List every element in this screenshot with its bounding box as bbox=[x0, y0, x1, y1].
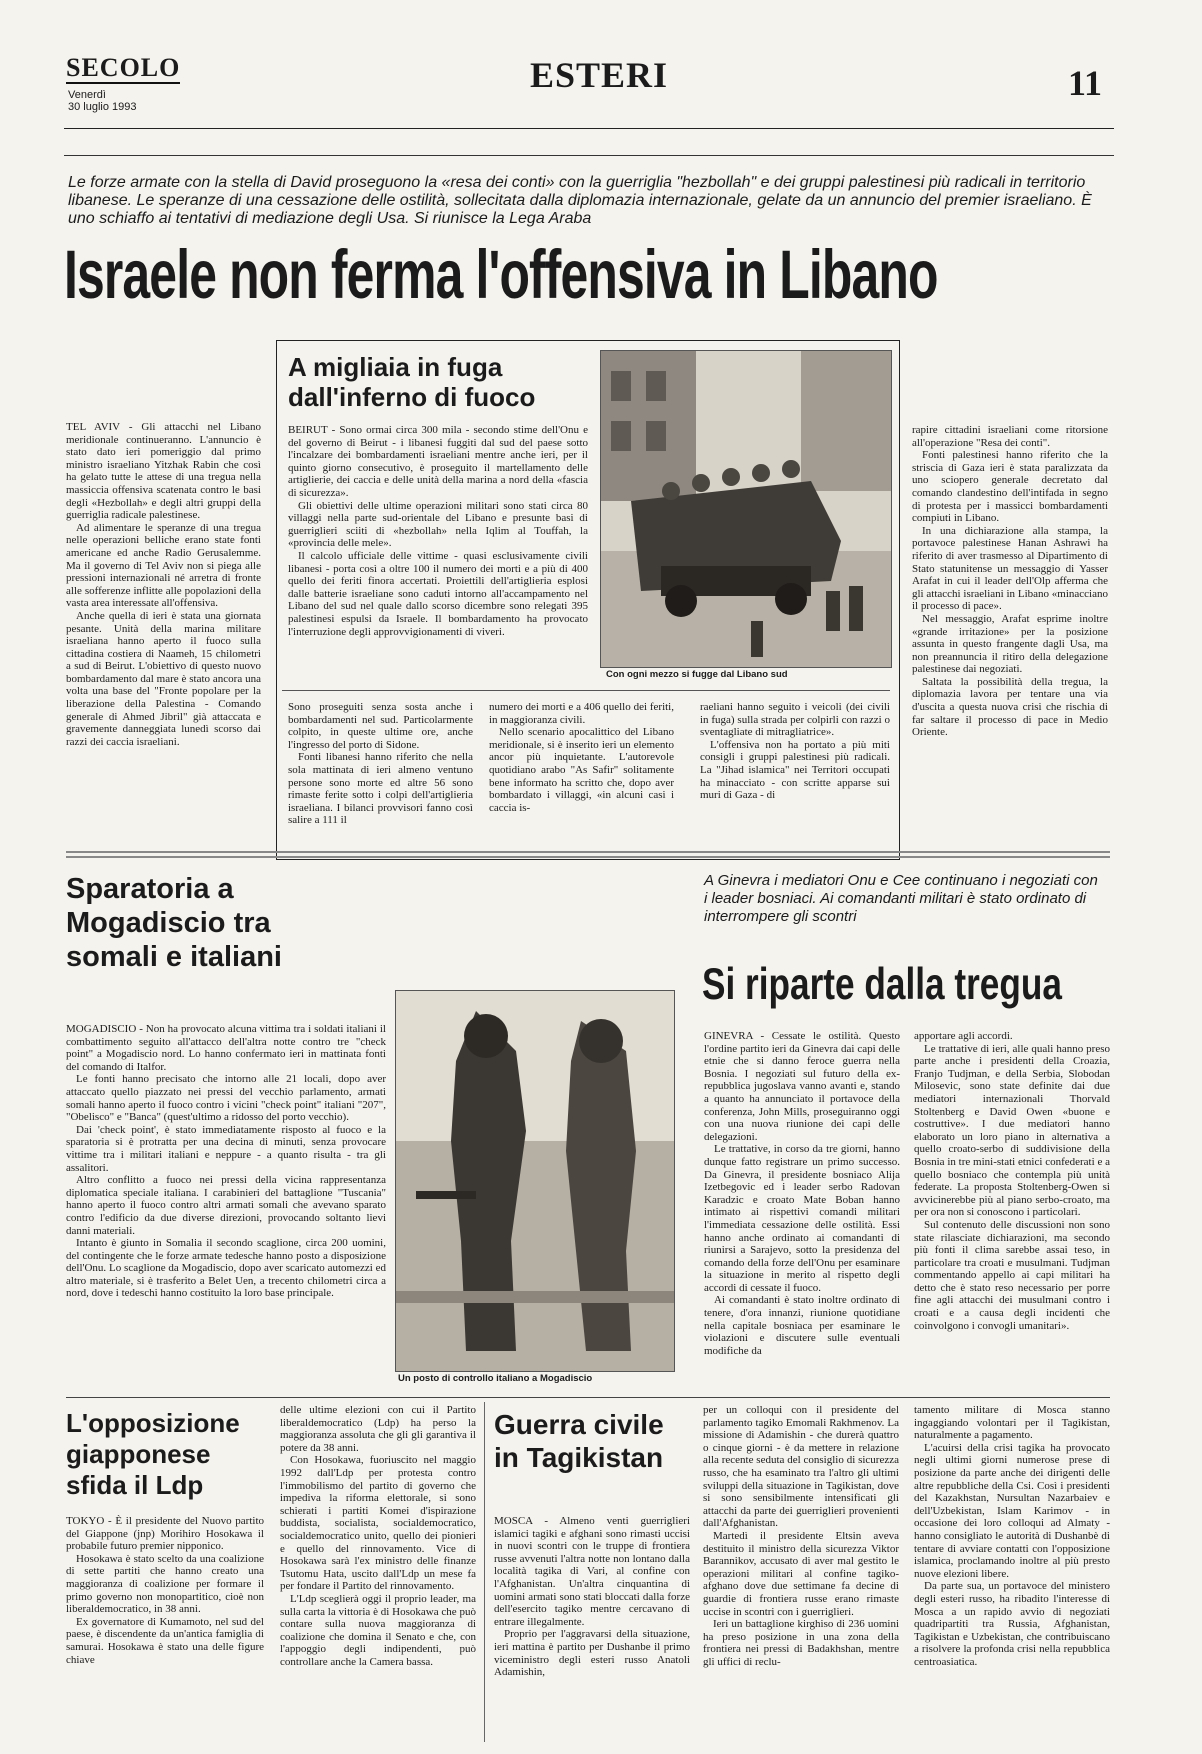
masthead-logo: SECOLO bbox=[66, 53, 181, 82]
checkpoint-photo-illustration bbox=[396, 991, 674, 1371]
boxed-intro-column bbox=[288, 424, 588, 686]
lead-kicker: Le forze armate con la stella di David proseguono la «resa dei conti» con la guerriglia "hezbollah" e dei gruppi palestinesi più radicali in territorio libanese. Le speranze di una cessazione delle ostilità, sollecitata dalla diplomazia internazionale, gelate da un annuncio del premier israeliano. È uno schiaffo ai tentativi di mediazione degli Usa. Si riunisce la Lega Araba bbox=[68, 174, 1092, 227]
boxed-paragraph: Nello scenario apocalittico del Libano meridionale, si è inserito ieri un elemento ancor più inquietante. L'autorevole quotidiano arabo "As Safir" solitamente bene informato ha scritto che, dopo aver bombardato i villaggi, «in alcuni casi i caccia is- bbox=[489, 726, 674, 814]
giappone-paragraph: Ex governatore di Kumamoto, nel sud del paese, è discendente da un'antica famiglia di samurai. Hosokawa è stato una delle figure chiave bbox=[66, 1615, 264, 1666]
tagikistan-column-2 bbox=[703, 1404, 899, 1744]
boxed-divider bbox=[282, 690, 890, 691]
photo-refugees-truck bbox=[600, 350, 892, 668]
boxed-headline: A migliaia in fuga dall'inferno di fuoco bbox=[288, 352, 536, 412]
column-separator bbox=[484, 1402, 485, 1742]
ginevra-kicker: A Ginevra i mediatori Onu e Cee continuano i negoziati con i leader bosniaci. Ai comandanti militari è stato ordinato di interrompere gli scontri bbox=[704, 872, 1098, 925]
boxed-paragraph: Il calcolo ufficiale delle vittime - quasi esclusivamente civili libanesi - porta così a oltre 100 il numero dei morti e a più di 400 quello dei feriti finora accertati. Proiettili dell'artiglieria esplosi dalle batterie israeliane sono caduti intorno all'accampamento nel Libano del sud nel quale dallo scorso dicembre sono relegati 395 palestinesi espulsi da Israele. Il bombardamento ha provocato l'interruzione degli approvvigionamenti di viveri. bbox=[288, 549, 588, 638]
mogadiscio-paragraph: Le fonti hanno precisato che intorno alle 21 locali, dopo aver attaccato quello piazzato nei pressi del vecchio parlamento, armati somali hanno aperto il fuoco contro i vicini "check point" italiani "207", "Obelisco" e "Banca" (quest'ultimo a ridosso del porto vecchio). bbox=[66, 1073, 386, 1124]
mogadiscio-paragraph: Dai 'check point', è stato immediatamente risposto al fuoco e la sparatoria si è protratta per una decina di minuti, senza provocare vittime tra i militari italiani e neppure - a quanto risulta - tra gli assalitori. bbox=[66, 1123, 386, 1174]
section-divider-bottom bbox=[66, 856, 1110, 858]
tagikistan-column-3 bbox=[914, 1404, 1110, 1744]
tagikistan-paragraph: Da parte sua, un portavoce del ministero degli esteri russo, ha ribadito l'interesse di Mosca a un rapido avvio di negoziati quadripartiti tra Russia, Afghanistan, Tagikistan e Uzbekistan, che contribuiscano a risolvere la profonda crisi nella repubblica centroasiatica. bbox=[914, 1580, 1110, 1668]
tagikistan-paragraph: MOSCA - Almeno venti guerriglieri islamici tagiki e afghani sono rimasti uccisi in nuovi scontri con le truppe di frontiera russe avvenuti l'altra notte non lontano dalla località tagika di Vari, al confine con l'Afghanistan. Un'altra cinquantina di uomini armati sono stati bloccati dalla forze dell'esercito tagiko mentre cercavano di entrare illegalmente. bbox=[494, 1515, 690, 1628]
masthead-date: 30 luglio 1993 bbox=[68, 101, 137, 113]
boxed-paragraph: BEIRUT - Sono ormai circa 300 mila - secondo stime dell'Onu e del governo di Beirut - i libanesi fuggiti dal sud del paese sotto l'incalzare dei bombardamenti israeliani mentre anche ieri, per il quinto giorno consecutivo, è proseguito il martellamento delle artiglierie, dei caccia e delle unità della marina a nord della «fascia di sicurezza». bbox=[288, 424, 588, 499]
lead-paragraph: Ad alimentare le speranze di una tregua nelle operazioni belliche erano state fonti americane ed anche Radio Gerusalemme. Ma il governo di Tel Aviv non si piega alle pressioni internazionali né arretra di fronte alle sofferenze inflitte alle popolazioni della vasta area interessate all'offensiva. bbox=[66, 521, 261, 610]
tagikistan-paragraph: Ieri un battaglione kirghiso di 236 uomini ha preso posizione in una zona della frontiera nei pressi di Badakhshan, mentre gli uffici di reclu- bbox=[703, 1618, 899, 1668]
tagikistan-headline: Guerra civile in Tagikistan bbox=[494, 1409, 664, 1473]
ginevra-paragraph: Ai comandanti è stato inoltre ordinato di tenere, d'ora innanzi, riunione quotidiane nella capitale bosniaca per esaminare le violazioni e discutere sulle eventuali modifiche da bbox=[704, 1294, 900, 1357]
boxed-paragraph: numero dei morti e a 406 quello dei feriti, in maggioranza civili. bbox=[489, 701, 674, 726]
boxed-photo-caption: Con ogni mezzo si fugge dal Libano sud bbox=[606, 669, 788, 680]
boxed-column-c bbox=[700, 701, 890, 851]
lead-paragraph: Anche quella di ieri è stata una giornata pesante. Unità della marina militare israeliana hanno aperto il fuoco sulla cittadina costiera di Naameh, 15 chilometri a sud di Beirut. L'obiettivo di questo nuovo bombardamento dal mare è stato ancora una volta una base del "Fronte popolare per la liberazione della Palestina - Comando generale di Ahmed Jibril" già attaccata e gravemente danneggiata lunedì scorso dai razzi dei caccia israeliani. bbox=[66, 609, 261, 748]
boxed-paragraph: Fonti libanesi hanno riferito che nella sola mattinata di ieri almeno ventuno persone sono morte ed altre 56 sono rimaste ferite sotto i colpi dell'artiglieria israeliana. I bilanci provvisori fanno così salire a 111 il bbox=[288, 751, 473, 827]
section-divider-top bbox=[66, 851, 1110, 853]
tagikistan-paragraph: tamento militare di Mosca stanno ingaggiando volontari per il Tagikistan, naturalmente a pagamento. bbox=[914, 1404, 1110, 1442]
ginevra-paragraph: apportare agli accordi. bbox=[914, 1030, 1013, 1042]
mogadiscio-paragraph: Intanto è giunto in Somalia il secondo scaglione, circa 200 uomini, del contingente che le forze armate tedesche hanno posto a disposizione dell'Onu. Lo scaglione da Mogadiscio, dopo aver scaricato automezzi ed altro materiale, si è trasferito a Belet Uen, a trecento chilometri circa a nord, dove i tedeschi hanno costituito la loro base principale. bbox=[66, 1237, 386, 1300]
ginevra-paragraph: Le trattative di ieri, alle quali hanno preso parte anche i presidenti della Croazia, Franjo Tudjman, e della Serbia, Slobodan Milosevic, sono state definite dai due mediatori internazionali Thorvald Stoltenberg e David Owen «buone e costruttive». I due mediatori hanno elaborato un loro piano in alternativa a quello croato-serbo di suddivisione della Bosnia in tre mini-stati etnici confederati e a quello bosniaco che contempla più unità federate. La proposta Stoltenberg-Owen si avvicinerebbe più al piano serbo-croato, ma per ora non si conoscono i particolari. bbox=[914, 1042, 1110, 1219]
lead-paragraph: Nel messaggio, Arafat esprime inoltre «grande irritazione» per la posizione assunta in questo frangente dagli Usa, ma non preannuncia il ritiro della delegazione palestinese dai negoziati. bbox=[912, 612, 1108, 676]
giappone-paragraph: Hosokawa è stato scelto da una coalizione di sette partiti che hanno creato una maggioranza di coalizione per formare il primo governo non monopartitico, cioè non liberaldemocratico, in 38 anni. bbox=[66, 1552, 264, 1616]
lead-column-1 bbox=[66, 421, 261, 849]
refugees-photo-illustration bbox=[601, 351, 891, 667]
mogadiscio-photo-caption: Un posto di controllo italiano a Mogadiscio bbox=[398, 1373, 593, 1384]
tagikistan-paragraph: L'acuirsi della crisi tagika ha provocato negli ultimi giorni numerose prese di posizione da parte anche dei dirigenti delle altre repubbliche della Csi. Così i presidenti del Kazakhstan, Nursultan Nazarbaiev e dell'Uzbekistan, Islam Karimov - in occasione dei loro colloqui ad Almaty - hanno consigliato le autorità di Dushanbè di tentare di avviare contatti con l'opposizione islamica, proclamando inoltre al più presto nuove elezioni libere. bbox=[914, 1441, 1110, 1580]
mogadiscio-paragraph: Altro conflitto a fuoco nei pressi della vicina rappresentanza diplomatica speciale italiana. I carabinieri del battaglione "Tuscania" hanno aperto il fuoco contro altri armati somali che avevano sparato contro l'edificio da due diverse direzioni, provocando soltanto lievi danni materiali. bbox=[66, 1174, 386, 1237]
giappone-column-2 bbox=[280, 1404, 476, 1744]
masthead-day: Venerdì bbox=[68, 89, 106, 101]
bottom-section-rule bbox=[66, 1397, 1110, 1398]
ginevra-paragraph: GINEVRA - Cessate le ostilità. Questo l'ordine partito ieri da Ginevra dai capi delle etnie che si danno feroce guerra nella Bosnia. I negoziati sul futuro della ex-repubblica jugoslava vanno avanti e, stando a quanto ha annunciato il portavoce della conferenza, John Mills, proseguiranno oggi con una nuova riunione dei capi delle delegazioni. bbox=[704, 1030, 900, 1143]
giappone-paragraph: Con Hosokawa, fuoriuscito nel maggio 1992 dall'Ldp per protesta contro l'immobilismo del partito di governo che impediva la riforma elettorale, si sono schierati i partiti Komei d'ispirazione buddista, socialista, socialdemocratico, socialdemocratico unito, quello dei pionieri e quello del rinnovamento. Vice di Hosokawa sarà l'ex ministro delle finanze Tsutomu Hata, uscito dall'Ldp un mese fa per fondare il Partito del rinnovamento. bbox=[280, 1454, 476, 1593]
boxed-column-b bbox=[489, 701, 674, 851]
lead-paragraph: In una dichiarazione alla stampa, la portavoce palestinese Hanan Ashrawi ha riferito di aver trasmesso al Dipartimento di Stato statunitense un messaggio di Yasser Arafat in cui il leader dell'Olp afferma che gli attacchi israeliani in Libano «minacciano il processo di pace». bbox=[912, 524, 1108, 613]
giappone-headline: L'opposizione giapponese sfida il Ldp bbox=[66, 1408, 240, 1500]
ginevra-column-2 bbox=[914, 1030, 1110, 1385]
tagikistan-paragraph: Proprio per l'aggravarsi della situazione, ieri mattina è partito per Dushanbe il primo viceministro degli esteri russo Anatoli Adamishin, bbox=[494, 1628, 690, 1679]
giappone-column-1 bbox=[66, 1515, 264, 1745]
mogadiscio-headline: Sparatoria a Mogadiscio tra somali e italiani bbox=[66, 873, 282, 973]
giappone-paragraph: TOKYO - È il presidente del Nuovo partito del Giappone (jnp) Morihiro Hosokawa il probabile futuro premier nipponico. bbox=[66, 1515, 264, 1553]
lead-column-4 bbox=[912, 424, 1108, 852]
page-number: 11 bbox=[1068, 63, 1103, 103]
tagikistan-paragraph: per un colloqui con il presidente del parlamento tagiko Emomali Rakhmenov. La missione di Adamishin - che durerà quattro o cinque giorni - è da mettere in relazione alla recente seduta del consiglio di sicurezza russo, che ha esaminato tra l'altro gli ultimi sviluppi della situazione in Tagikistan, dove si sono sensibilmente intensificati gli attacchi da parte dei guerriglieri provenienti dall'Afghanistan. bbox=[703, 1404, 899, 1530]
boxed-paragraph: Sono proseguiti senza sosta anche i bombardamenti nel sud. Particolarmente colpito, in queste ultime ore, anche l'ingresso del porto di Sidone. bbox=[288, 701, 473, 751]
ginevra-paragraph: Le trattative, in corso da tre giorni, hanno dunque fatto registrare un primo successo. Da Ginevra, il presidente bosniaco Alija Izetbegovic ed i leader serbo Radovan Karadzic e croato Mate Boban hanno intimato ai rispettivi comandi militari l'immediata cessazione delle ostilità. Essi hanno anche ordinato ai comandanti di riunirsi a Sarajevo, sotto la presidenza del comando della forze dell'Onu per esaminare la situazione in merito al rispetto degli accordi di cessate il fuoco. bbox=[704, 1143, 900, 1294]
lead-paragraph: rapire cittadini israeliani come ritorsione all'operazione "Resa dei conti". bbox=[912, 424, 1108, 449]
ginevra-paragraph: Sul contenuto delle discussioni non sono state rilasciate dichiarazioni, ma secondo più fonti il clima sarebbe assai teso, in particolare tra croati e musulmani. Tudjman commentando appello ai capi militari ha detto che è stato reso necessario per porre fine agli attacchi dei musulmani contro i croati e a causa degli incidenti che coinvolgono i convogli umanitari». bbox=[914, 1218, 1110, 1332]
boxed-paragraph: Gli obiettivi delle ultime operazioni militari sono stati circa 80 villaggi nella parte sud-orientale del Libano e presunte basi di guerriglieri sciiti di «hezbollah» nella Iqlim al Touffah, la «provincia delle mele». bbox=[288, 499, 588, 550]
lead-headline: Israele non ferma l'offensiva in Libano bbox=[64, 236, 938, 314]
mogadiscio-paragraph: MOGADISCIO - Non ha provocato alcuna vittima tra i soldati italiani il combattimento seguito all'attacco dell'altra notte contro tre "check point" a Mogadiscio nord. Lo hanno confermato ieri in mattinata fonti del comando di Italfor. bbox=[66, 1023, 386, 1073]
tagikistan-column-1 bbox=[494, 1515, 690, 1745]
boxed-column-a bbox=[288, 701, 473, 851]
photo-checkpoint bbox=[395, 990, 675, 1372]
lead-frame-top bbox=[64, 155, 1114, 156]
giappone-paragraph: delle ultime elezioni con cui il Partito liberaldemocratico (Ldp) ha perso la maggioranza assoluta che gli gli garantiva il potere da 38 anni. bbox=[280, 1404, 476, 1454]
section-title: ESTERI bbox=[530, 55, 669, 95]
masthead-rule bbox=[64, 128, 1114, 129]
lead-paragraph: Fonti palestinesi hanno riferito che la striscia di Gaza ieri è stata paralizzata da uno sciopero generale decretato dal comando clandestino dell'intifada in segno di protesta per i massicci bombardamenti compiuti in Libano. bbox=[912, 449, 1108, 525]
tagikistan-paragraph: Martedì il presidente Eltsin aveva destituito il ministro della sicurezza Viktor Barannikov, accusato di aver mal gestito le operazioni militari al confine tagiko-afghano dove due settimane fa decine di guardie di frontiera russe erano rimaste uccise in scontri con i guerriglieri. bbox=[703, 1529, 899, 1618]
giappone-paragraph: L'Ldp sceglierà oggi il proprio leader, ma sulla carta la vittoria è di Hosokawa che può contare sulla nuova maggioranza di coalizione che domina il Senato e che, con l'appoggio degli indipendenti, può controllare anche la Camera bassa. bbox=[280, 1592, 476, 1668]
lead-paragraph: Saltata la possibilità della tregua, la diplomazia lavora per tentare una via d'uscita a questa nuova crisi che rischia di far saltare il processo di pace in Medio Oriente. bbox=[912, 675, 1108, 739]
boxed-paragraph: L'offensiva non ha portato a più miti consigli i gruppi palestinesi più radicali. La "Jihad islamica" nei Territori occupati ha minacciato - con scritte apparse sui muri di Gaza - di bbox=[700, 738, 890, 802]
mogadiscio-body bbox=[66, 1023, 386, 1393]
lead-paragraph: TEL AVIV - Gli attacchi nel Libano meridionale continueranno. L'annuncio è stato dato ieri pomeriggio dal primo ministro israeliano Yitzhak Rabin che così ha gelato tutte le attese di una tregua nella massiccia offensiva scatenata contro le basi degli «Hezbollah» e degli altri gruppi della guerriglia radicale palestinese. bbox=[66, 421, 261, 522]
ginevra-headline: Si riparte dalla tregua bbox=[702, 960, 1062, 1010]
ginevra-column-1 bbox=[704, 1030, 900, 1385]
boxed-paragraph: raeliani hanno seguito i veicoli (dei civili in fuga) sulla strada per colpirli con razzi o sventagliate di mitragliatrice». bbox=[700, 701, 890, 739]
